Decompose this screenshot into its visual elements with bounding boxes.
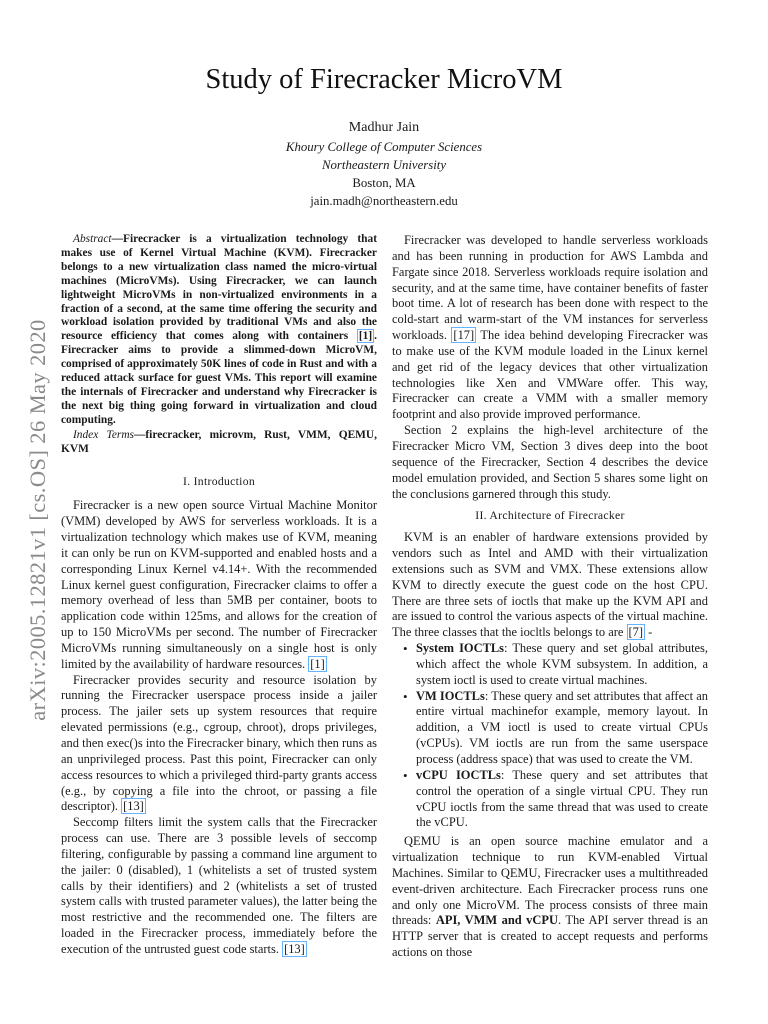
citation-link[interactable]: [1] (358, 330, 373, 343)
paper-title: Study of Firecracker MicroVM (205, 64, 563, 95)
paragraph-text: Firecracker is a new open source Virtual Machine Monitor (VMM) developed by AWS for serverless workloads. It is a virtualization technology which makes use of KVM, meaning it can only be run on KVM-supported and enabled hosts and a corresponding Linux Kernel v4.14+. With the recommended Linux kernel guest configuration, Firecracker claims to offer a memory overhead of less than 5MB per container, boots to application code within 125ms, and allows for the creation of up to 150 MicroVMs per second. The number of Firecracker MicroVMs running simultaneously on a single host is only limited by the availability of hardware resources. (61, 498, 377, 671)
author-email: jain.madh@northeastern.edu (310, 194, 458, 208)
list-item (416, 768, 708, 831)
list-item-text: : These query and set attributes that control the operation of a single virtual CPU. They run vCPU ioctls from the same thread that was used to create the vCPU. (416, 767, 708, 830)
citation-link[interactable]: [17] (453, 328, 475, 343)
paragraph-text-continued: The idea behind developing Firecracker was to make use of the KVM module loaded in the Linux kernel and get rid of the legacy devices that other virtualization technologies like Xen and VMWare offer. This way, Firecracker can create a VMM with a smaller memory footprint and also provide improved performance. (392, 328, 708, 422)
paragraph-text-continued: . The API server thread is an HTTP server that is created to accept requests and performs actions on those (392, 913, 708, 960)
author-name: Madhur Jain (348, 120, 420, 135)
paragraph-text-continued: - (645, 625, 653, 640)
author-university: Northeastern University (321, 158, 447, 172)
intro-paragraph-3 (61, 815, 377, 958)
index-terms (61, 429, 377, 457)
list-item-term: System IOCTLs (416, 641, 505, 656)
right-paragraph-1 (392, 233, 708, 423)
author-block (0, 119, 768, 210)
abstract-lead: Abstract (73, 233, 112, 245)
list-item-term: VM IOCTLs (416, 688, 485, 703)
abstract (61, 233, 377, 428)
index-terms-text: —firecracker, microvm, Rust, VMM, QEMU, KVM (61, 428, 377, 455)
paragraph-text: QEMU is an open source machine emulator and a virtualization technique to run KVM-enabled Virtual Machines. Similar to QEMU, Firecracker uses a multithreaded event-driven architecture. Each Firecracker process runs one and only one MicroVM. The process consists of three main threads: (392, 834, 708, 928)
list-item-text: : These query and set attributes that affect an entire virtual machinefor example, memory layout. In addition, a VM ioctl is used to create virtual CPUs (vCPUs). VM ioctls are run from the same userspace process (address space) that was used to create the VM. (416, 688, 708, 766)
architecture-paragraph-2 (392, 834, 708, 961)
arxiv-identifier-stamp: arXiv:2005.12821v1 [cs.OS] 26 May 2020 (25, 319, 50, 721)
list-item (416, 689, 708, 768)
citation-link[interactable]: [1] (310, 656, 325, 671)
paragraph-text: Firecracker provides security and resource isolation by running the Firecracker userspace process inside a jailer process. The jailer sets up system resources that require elevated permissions (e.g., cgroup, chroot), drops privileges, and then exec()s into the Firecracker binary, which then runs as an unprivileged process. Past this point, Firecracker can only access resources to which a privileged third-party grants access (e.g., by copying a file into the chroot, or passing a file descriptor). (61, 672, 377, 814)
abstract-text-continued: . Firecracker aims to provide a slimmed-down MicroVM, comprised of approximately 50K lines of code in Rust and with a reduced attack surface for guest VMs. This report will examine the internals of Firecracker and understand why Firecracker is the next big thing going forward in virtualization and cloud computing. (61, 330, 377, 426)
citation-link[interactable]: [13] (284, 941, 305, 956)
list-item-term: vCPU IOCTLs (416, 767, 501, 782)
paragraph-text: KVM is an enabler of hardware extensions provided by vendors such as Intel and AMD with their virtualization extensions such as SVM and VMX. These extensions allow KVM to directly execute the guest code on the host CPU. There are three sets of ioctls that make up the KVM API and are issued to control the various aspects of the virtual machine. The three classes that the iocltls belongs to are (392, 530, 708, 640)
intro-paragraph-2 (61, 673, 377, 816)
right-paragraph-2: Section 2 explains the high-level architecture of the Firecracker Micro VM, Section 3 dives deep into the boot sequence of the Firecracker, Section 4 describes the device model emulation provided, and Section 5 shares some light on the conclusions garnered through this study. (392, 423, 708, 501)
intro-paragraph-1 (61, 498, 377, 672)
list-item-text: : These query and set global attributes, which affect the whole KVM subsystem. In addition, a system ioctl is used to create virtual machines. (416, 641, 708, 687)
paragraph-text: Seccomp filters limit the system calls that the Firecracker process can use. There are 3 possible levels of seccomp filtering, configurable by passing a command line argument to the jailer: 0 (disabled), 1 (whitelists a set of trusted system calls by their identifiers) and 2 (whitelists a set of trusted system calls with trusted parameter values), the latter being the most restrictive and the recommended one. The filters are loaded in the Firecracker process, immediately before the execution of the untrusted guest code starts. (61, 815, 377, 956)
section-heading-architecture: II. Architecture of Firecracker (475, 509, 625, 523)
citation-link[interactable]: [13] (123, 799, 144, 814)
ioctl-list (392, 641, 708, 831)
right-column (392, 233, 708, 961)
index-terms-lead: Index Terms (73, 428, 134, 441)
paragraph-text: Firecracker was developed to handle serverless workloads and has been running in production for AWS Lambda and Fargate since 2018. Serverless workloads require isolation and security, and at the same time, have container benefits of faster boot time. A lot of research has been done with respect to the cold-start and warm-start of the VM instances for serverless workloads. (392, 233, 708, 343)
section-heading-introduction: I. Introduction (182, 474, 255, 488)
abstract-text: —Firecracker is a virtualization technology that makes use of Kernel Virtual Machine (KVM). Firecracker belongs to a new virtualization class named the micro-virtual machines (MicroVMs). Using Firecracker, we can launch lightweight MicroVMs in non-virtualized environments in a fraction of a second, at the same time offering the security and workload isolation provided by traditional VMs and also the resource efficiency that comes along with containers (61, 233, 377, 343)
author-affiliation: Khoury College of Computer Sciences (285, 140, 483, 154)
author-location: Boston, MA (352, 176, 416, 190)
citation-link[interactable]: [7] (628, 625, 644, 640)
list-item (416, 641, 708, 689)
architecture-paragraph-1 (392, 530, 708, 641)
bold-threads: API, VMM and vCPU (435, 913, 558, 928)
left-column (61, 233, 377, 958)
